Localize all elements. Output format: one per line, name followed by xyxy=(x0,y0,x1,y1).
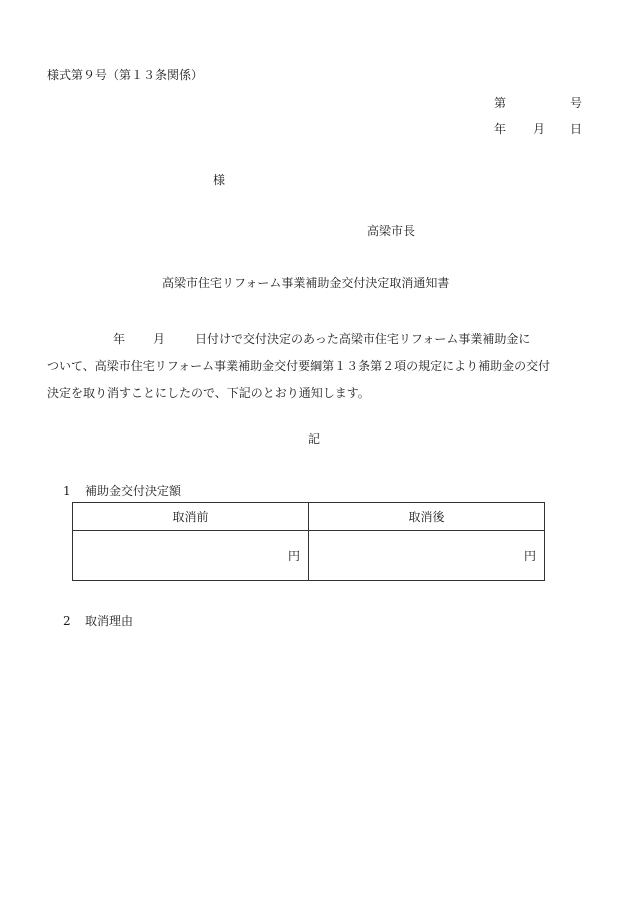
grant-amount-table xyxy=(72,502,545,581)
item-1-heading xyxy=(63,484,181,498)
date-month-label: 月 xyxy=(533,122,546,136)
document-title: 高梁市住宅リフォーム事業補助金交付決定取消通知書 xyxy=(162,276,450,290)
date-year-label: 年 xyxy=(494,122,507,136)
item-2-label: 取消理由 xyxy=(85,614,134,628)
body-line-1 xyxy=(47,326,583,353)
date-day-label: 日 xyxy=(570,122,583,136)
item-2-heading xyxy=(63,614,133,628)
yen-unit-before: 円 xyxy=(287,549,300,563)
yen-unit-after: 円 xyxy=(523,549,536,563)
table-header-row xyxy=(73,503,545,531)
body-line-2: ついて、高梁市住宅リフォーム事業補助金交付要綱第１３条第２項の規定により補助金の交付 xyxy=(47,359,551,373)
addressee-suffix: 様 xyxy=(213,173,226,187)
amount-after-cancel-cell[interactable] xyxy=(309,531,545,581)
notice-body xyxy=(47,326,583,407)
item-1-number: 1 xyxy=(63,484,71,498)
body-month-label: 月 xyxy=(153,332,166,346)
body-year-label: 年 xyxy=(113,332,126,346)
body-line-3: 決定を取り消すことにしたので、下記のとおり通知します。 xyxy=(47,386,370,400)
item-1-label: 補助金交付決定額 xyxy=(85,484,182,498)
issuer-name: 高梁市長 xyxy=(367,224,416,238)
ki-heading: 記 xyxy=(308,432,321,446)
body-line-1-text: 日付けで交付決定のあった高梁市住宅リフォーム事業補助金に xyxy=(195,332,531,346)
doc-number-prefix: 第 xyxy=(494,96,507,110)
header-after-cancel: 取消後 xyxy=(309,503,545,531)
amount-before-cancel-cell[interactable] xyxy=(73,531,309,581)
item-2-number: 2 xyxy=(63,614,71,628)
form-number: 様式第９号（第１３条関係） xyxy=(47,68,204,82)
header-before-cancel: 取消前 xyxy=(73,503,309,531)
table-row xyxy=(73,531,545,581)
doc-number-suffix: 号 xyxy=(570,96,583,110)
